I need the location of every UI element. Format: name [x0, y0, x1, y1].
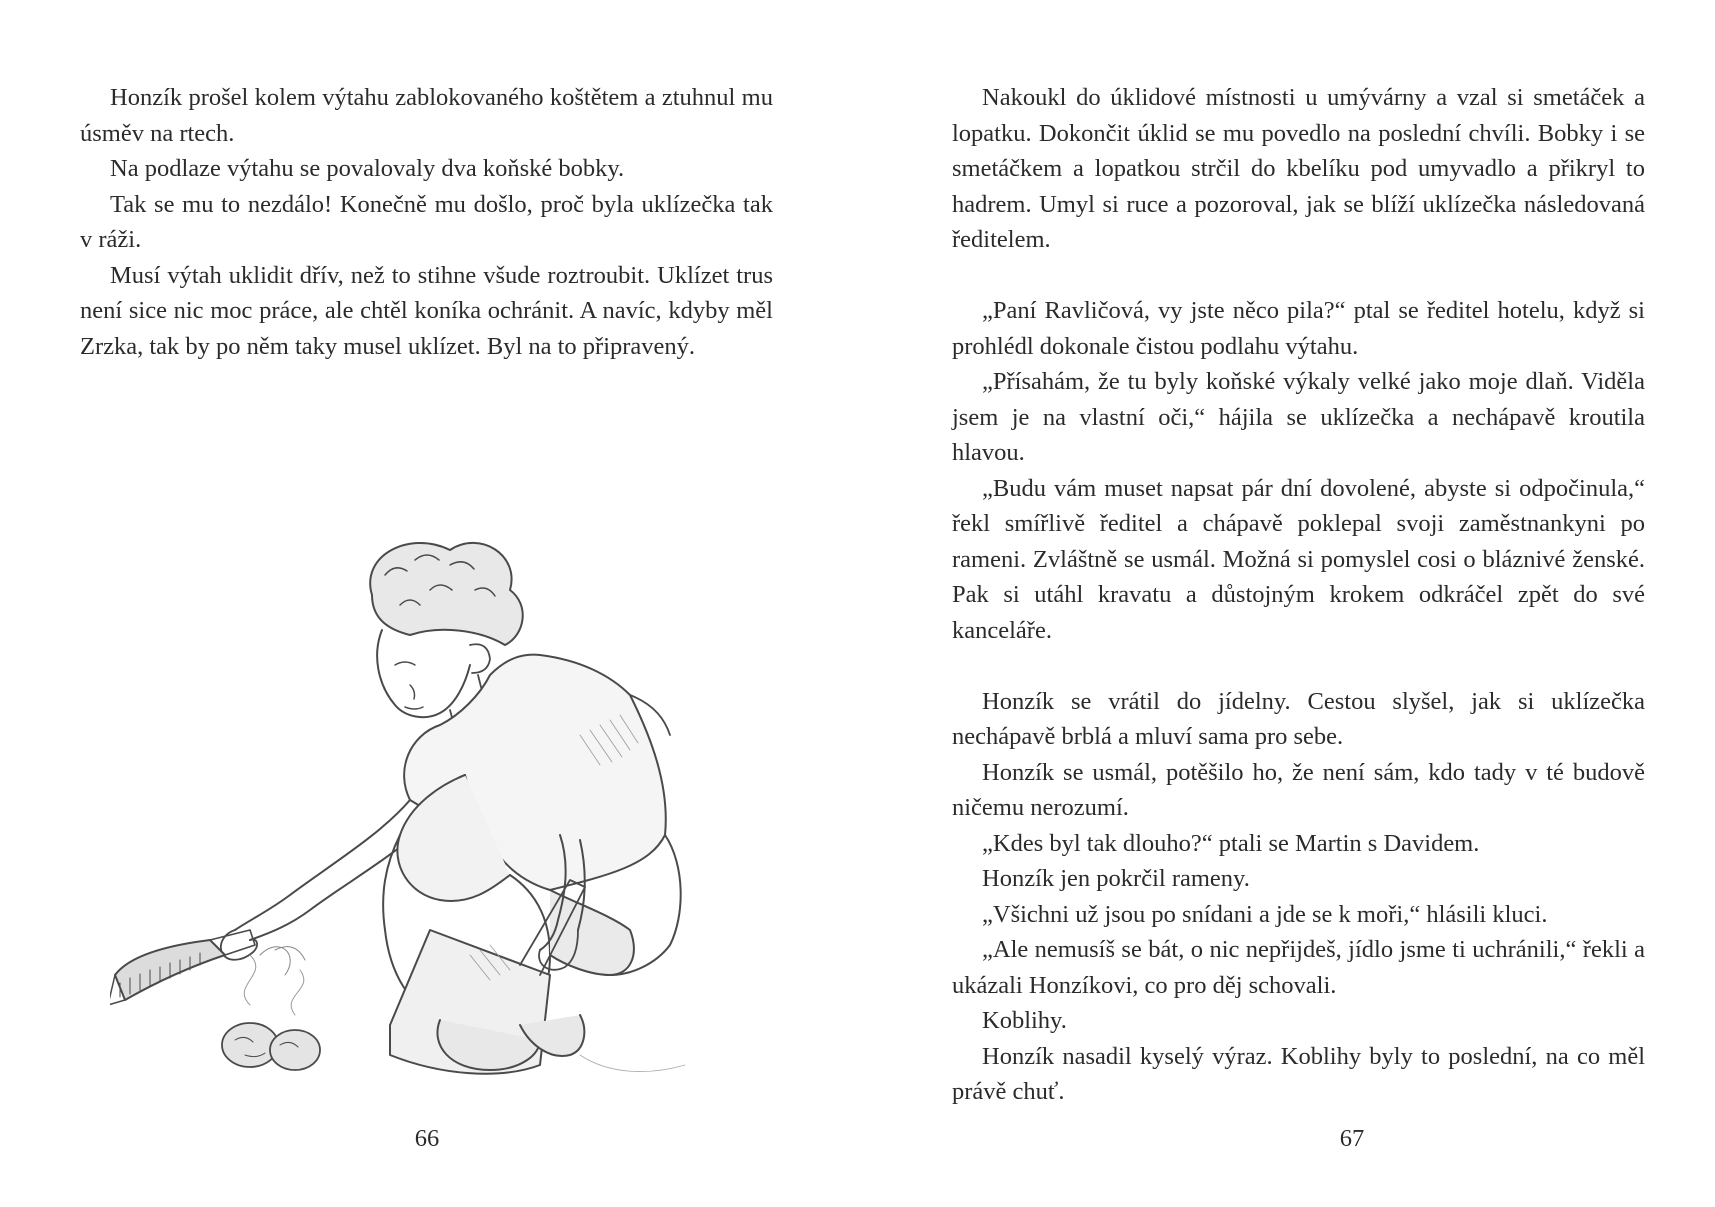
paragraph: „Všichni už jsou po snídani a jde se k moři,“ hlásili kluci. [982, 900, 1548, 928]
left-page [0, 0, 857, 1207]
boy-sweeping-illustration [110, 535, 750, 1125]
paragraph: Musí výtah uklidit dřív, než to stihne všude roztroubit. Uklízet trus není sice nic moc práce, ale chtěl koníka ochránit. A navíc, kdyby měl Zrzka, tak by po něm taky musel uklízet. Byl na to připravený. [80, 261, 773, 360]
paragraph: Honzík jen pokrčil rameny. [982, 865, 1250, 892]
paragraph: Honzík se usmál, potěšilo ho, že není sám, kdo tady v té budově ničemu nerozumí. [952, 758, 1645, 821]
paragraph: „Přísahám, že tu byly koňské výkaly velké jako moje dlaň. Viděla jsem je na vlastní oči,“ hájila se uklízečka a nechápavě kroutila hlavou. [952, 368, 1645, 466]
paragraph: Koblihy. [982, 1007, 1067, 1034]
paragraph: Na podlaze výtahu se povalovaly dva koňské bobky. [110, 155, 625, 182]
paragraph: Honzík se vrátil do jídelny. Cestou slyšel, jak si uklízečka nechápavě brblá a mluví sama pro sebe. [952, 687, 1645, 750]
paragraph: „Ale nemusíš se bát, o nic nepřijdeš, jídlo jsme ti uchránili,“ řekli a ukázali Honzíkovi, co pro děj schovali. [952, 936, 1645, 999]
page-number: 67 [1339, 1125, 1365, 1152]
right-page [857, 0, 1715, 1207]
paragraph: Nakoukl do úklidové místnosti u umývárny a vzal si smetáček a lopatku. Dokončit úklid se mu povedlo na poslední chvíli. Bobky i se smetáčkem a lopatkou strčil do kbelíku pod umyvadlo a přikryl to hadrem. Umyl si ruce a pozoroval, jak se blíží uklízečka následovaná ředitelem. [952, 84, 1645, 253]
paragraph: Honzík nasadil kyselý výraz. Koblihy byly to poslední, na co měl právě chuť. [952, 1042, 1645, 1105]
paragraph: „Kdes byl tak dlouho?“ ptali se Martin s Davidem. [982, 829, 1480, 857]
paragraph: Tak se mu to nezdálo! Konečně mu došlo, proč byla uklízečka tak v ráži. [80, 190, 773, 253]
paragraph: „Budu vám muset napsat pár dní dovolené, abyste si odpočinula,“ řekl smířlivě ředitel a chápavě poklepal svoji zaměstnankyni po rameni. Zvláštně se usmál. Možná si pomyslel cosi o bláznivé ženské. Pak si utáhl kravatu a důstojným krokem odkráčel zpět do své kanceláře. [952, 474, 1645, 644]
paragraph: „Paní Ravličová, vy jste něco pila?“ ptal se ředitel hotelu, když si prohlédl dokonale čistou podlahu výtahu. [952, 297, 1645, 360]
page-number: 66 [414, 1125, 440, 1152]
paragraph: Honzík prošel kolem výtahu zablokovaného koštětem a ztuhnul mu úsměv na rtech. [80, 84, 773, 147]
right-page-text [952, 80, 1645, 1110]
left-page-text [80, 80, 773, 364]
